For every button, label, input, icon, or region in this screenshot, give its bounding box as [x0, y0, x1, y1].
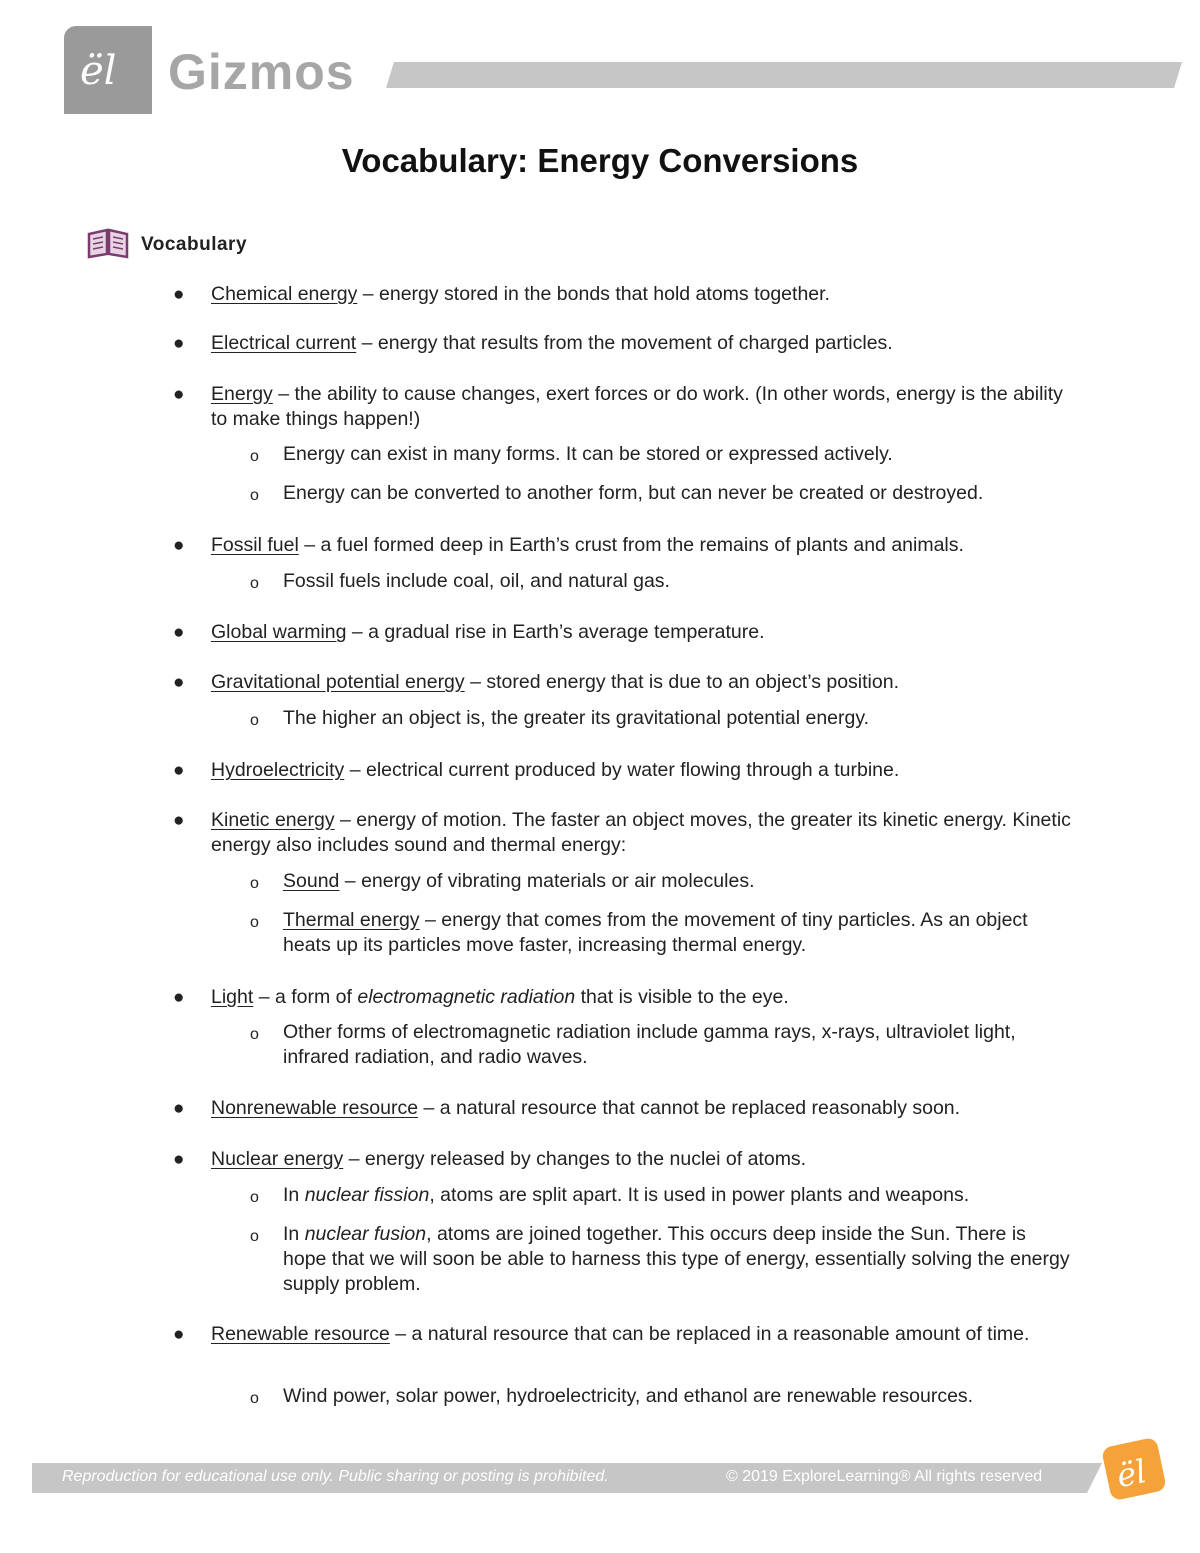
circle-bullet-icon: o — [250, 487, 259, 504]
term-emphasis: nuclear fusion — [304, 1223, 427, 1245]
term-definition: – electrical current produced by water flowing through a turbine. — [344, 759, 900, 781]
term-definition: that is visible to the eye. — [575, 986, 789, 1008]
bullet-icon: ● — [173, 987, 185, 1008]
term-word: Electrical current — [211, 332, 357, 354]
svg-text:ël: ël — [80, 48, 117, 94]
sub-item — [250, 442, 1073, 467]
list-item — [173, 382, 1071, 432]
term-word: Thermal energy — [283, 909, 420, 931]
page-title: Vocabulary: Energy Conversions — [341, 142, 859, 179]
bullet-icon: ● — [173, 384, 185, 405]
sub-item — [250, 1222, 1073, 1297]
bullet-icon: ● — [173, 535, 185, 556]
circle-bullet-icon: o — [250, 914, 259, 931]
list-item — [173, 331, 1071, 356]
bullet-icon: ● — [173, 672, 185, 693]
term-emphasis: electromagnetic radiation — [357, 986, 576, 1008]
term-definition: – the ability to cause changes, exert forces or do work. (In other words, energy is the ability to make things happen!) — [211, 383, 1063, 430]
bullet-icon: ● — [173, 810, 185, 831]
term-word: Light — [211, 986, 254, 1008]
list-item — [173, 1147, 1071, 1172]
term-emphasis: nuclear fission — [304, 1184, 430, 1206]
page-header — [0, 0, 1200, 120]
sub-text: In — [283, 1223, 305, 1245]
sub-text: , atoms are split apart. It is used in power plants and weapons. — [429, 1184, 970, 1206]
list-item — [173, 1096, 1071, 1121]
section-label: Vocabulary — [141, 234, 248, 255]
el-logo-icon — [78, 44, 138, 96]
term-definition: – energy released by changes to the nuclei of atoms. — [343, 1148, 807, 1170]
sub-text: Energy can be converted to another form, but can never be created or destroyed. — [283, 482, 984, 504]
sub-item — [250, 481, 1073, 506]
term-word: Renewable resource — [211, 1323, 390, 1345]
list-item — [173, 533, 1071, 558]
circle-bullet-icon: o — [250, 575, 259, 592]
term-definition: – energy of motion. The faster an object moves, the greater its kinetic energy. Kinetic energy also includes sound and thermal energy: — [211, 809, 1071, 856]
sub-item — [250, 908, 1073, 958]
bullet-icon: ● — [173, 333, 185, 354]
bullet-icon: ● — [173, 760, 185, 781]
term-definition: – a natural resource that cannot be replaced reasonably soon. — [418, 1097, 961, 1119]
term-definition: – energy that results from the movement of charged particles. — [356, 332, 893, 354]
bullet-icon: ● — [173, 1098, 185, 1119]
term-definition: – a gradual rise in Earth’s average temperature. — [346, 621, 765, 643]
term-word: Global warming — [211, 621, 347, 643]
sub-text: The higher an object is, the greater its gravitational potential energy. — [283, 707, 870, 729]
circle-bullet-icon: o — [250, 1390, 259, 1407]
term-word: Hydroelectricity — [211, 759, 345, 781]
term-word: Kinetic energy — [211, 809, 335, 831]
bullet-icon: ● — [173, 1324, 185, 1345]
el-footer-logo-icon — [1098, 1436, 1174, 1502]
sub-item — [250, 869, 1073, 894]
circle-bullet-icon: o — [250, 1189, 259, 1206]
sub-text: Other forms of electromagnetic radiation include gamma rays, x-rays, ultraviolet light, infrared radiation, and radio waves. — [283, 1021, 1016, 1068]
sub-item — [250, 569, 1073, 594]
term-definition: – a natural resource that can be replaced in a reasonable amount of time. — [389, 1323, 1030, 1345]
sub-item — [250, 1384, 1073, 1409]
term-word: Nonrenewable resource — [211, 1097, 419, 1119]
term-definition: – a form of — [253, 986, 358, 1008]
term-word: Chemical energy — [211, 283, 358, 305]
bullet-icon: ● — [173, 284, 185, 305]
gizmos-logo — [64, 26, 152, 114]
circle-bullet-icon: o — [250, 712, 259, 729]
circle-bullet-icon: o — [250, 875, 259, 892]
header-bar — [386, 62, 1182, 88]
circle-bullet-icon: o — [250, 1228, 259, 1245]
circle-bullet-icon: o — [250, 1026, 259, 1043]
footer-copyright: © 2019 ExploreLearning® All rights reserved — [726, 1468, 1043, 1485]
sub-text: In — [283, 1184, 305, 1206]
sub-text: Wind power, solar power, hydroelectricity, and ethanol are renewable resources. — [283, 1385, 974, 1407]
sub-item — [250, 706, 1073, 731]
list-item — [173, 985, 1071, 1010]
term-word: Sound — [283, 870, 340, 892]
list-item — [173, 620, 1071, 645]
term-word: Energy — [211, 383, 273, 405]
footer-notice: Reproduction for educational use only. Public sharing or posting is prohibited. — [62, 1468, 609, 1485]
term-definition: – stored energy that is due to an object’s position. — [464, 671, 899, 693]
term-definition: – a fuel formed deep in Earth’s crust from the remains of plants and animals. — [298, 534, 964, 556]
term-word: Fossil fuel — [211, 534, 299, 556]
svg-text:ël: ël — [1113, 1452, 1150, 1496]
term-definition: – energy that comes from the movement of tiny particles. As an object heats up its particles move faster, increasing thermal energy. — [283, 909, 1028, 956]
sub-item — [250, 1183, 1073, 1208]
list-item — [173, 808, 1071, 858]
sub-text: Energy can exist in many forms. It can be stored or expressed actively. — [283, 443, 893, 465]
book-icon — [86, 226, 130, 260]
sub-item — [250, 1020, 1073, 1070]
sub-text: Fossil fuels include coal, oil, and natural gas. — [283, 570, 670, 592]
list-item — [173, 758, 1071, 783]
sub-text: , atoms are joined together. This occurs deep inside the Sun. There is hope that we will soon be able to harness this type of energy, essentially solving the energy supply problem. — [283, 1223, 1070, 1295]
bullet-icon: ● — [173, 622, 185, 643]
list-item — [173, 670, 1071, 695]
term-word: Nuclear energy — [211, 1148, 344, 1170]
list-item — [173, 282, 1071, 307]
bullet-icon: ● — [173, 1149, 185, 1170]
brand-name: Gizmos — [168, 44, 355, 100]
term-definition: – energy of vibrating materials or air molecules. — [339, 870, 755, 892]
term-word: Gravitational potential energy — [211, 671, 465, 693]
list-item — [173, 1322, 1071, 1347]
term-definition: – energy stored in the bonds that hold atoms together. — [357, 283, 830, 305]
circle-bullet-icon: o — [250, 448, 259, 465]
